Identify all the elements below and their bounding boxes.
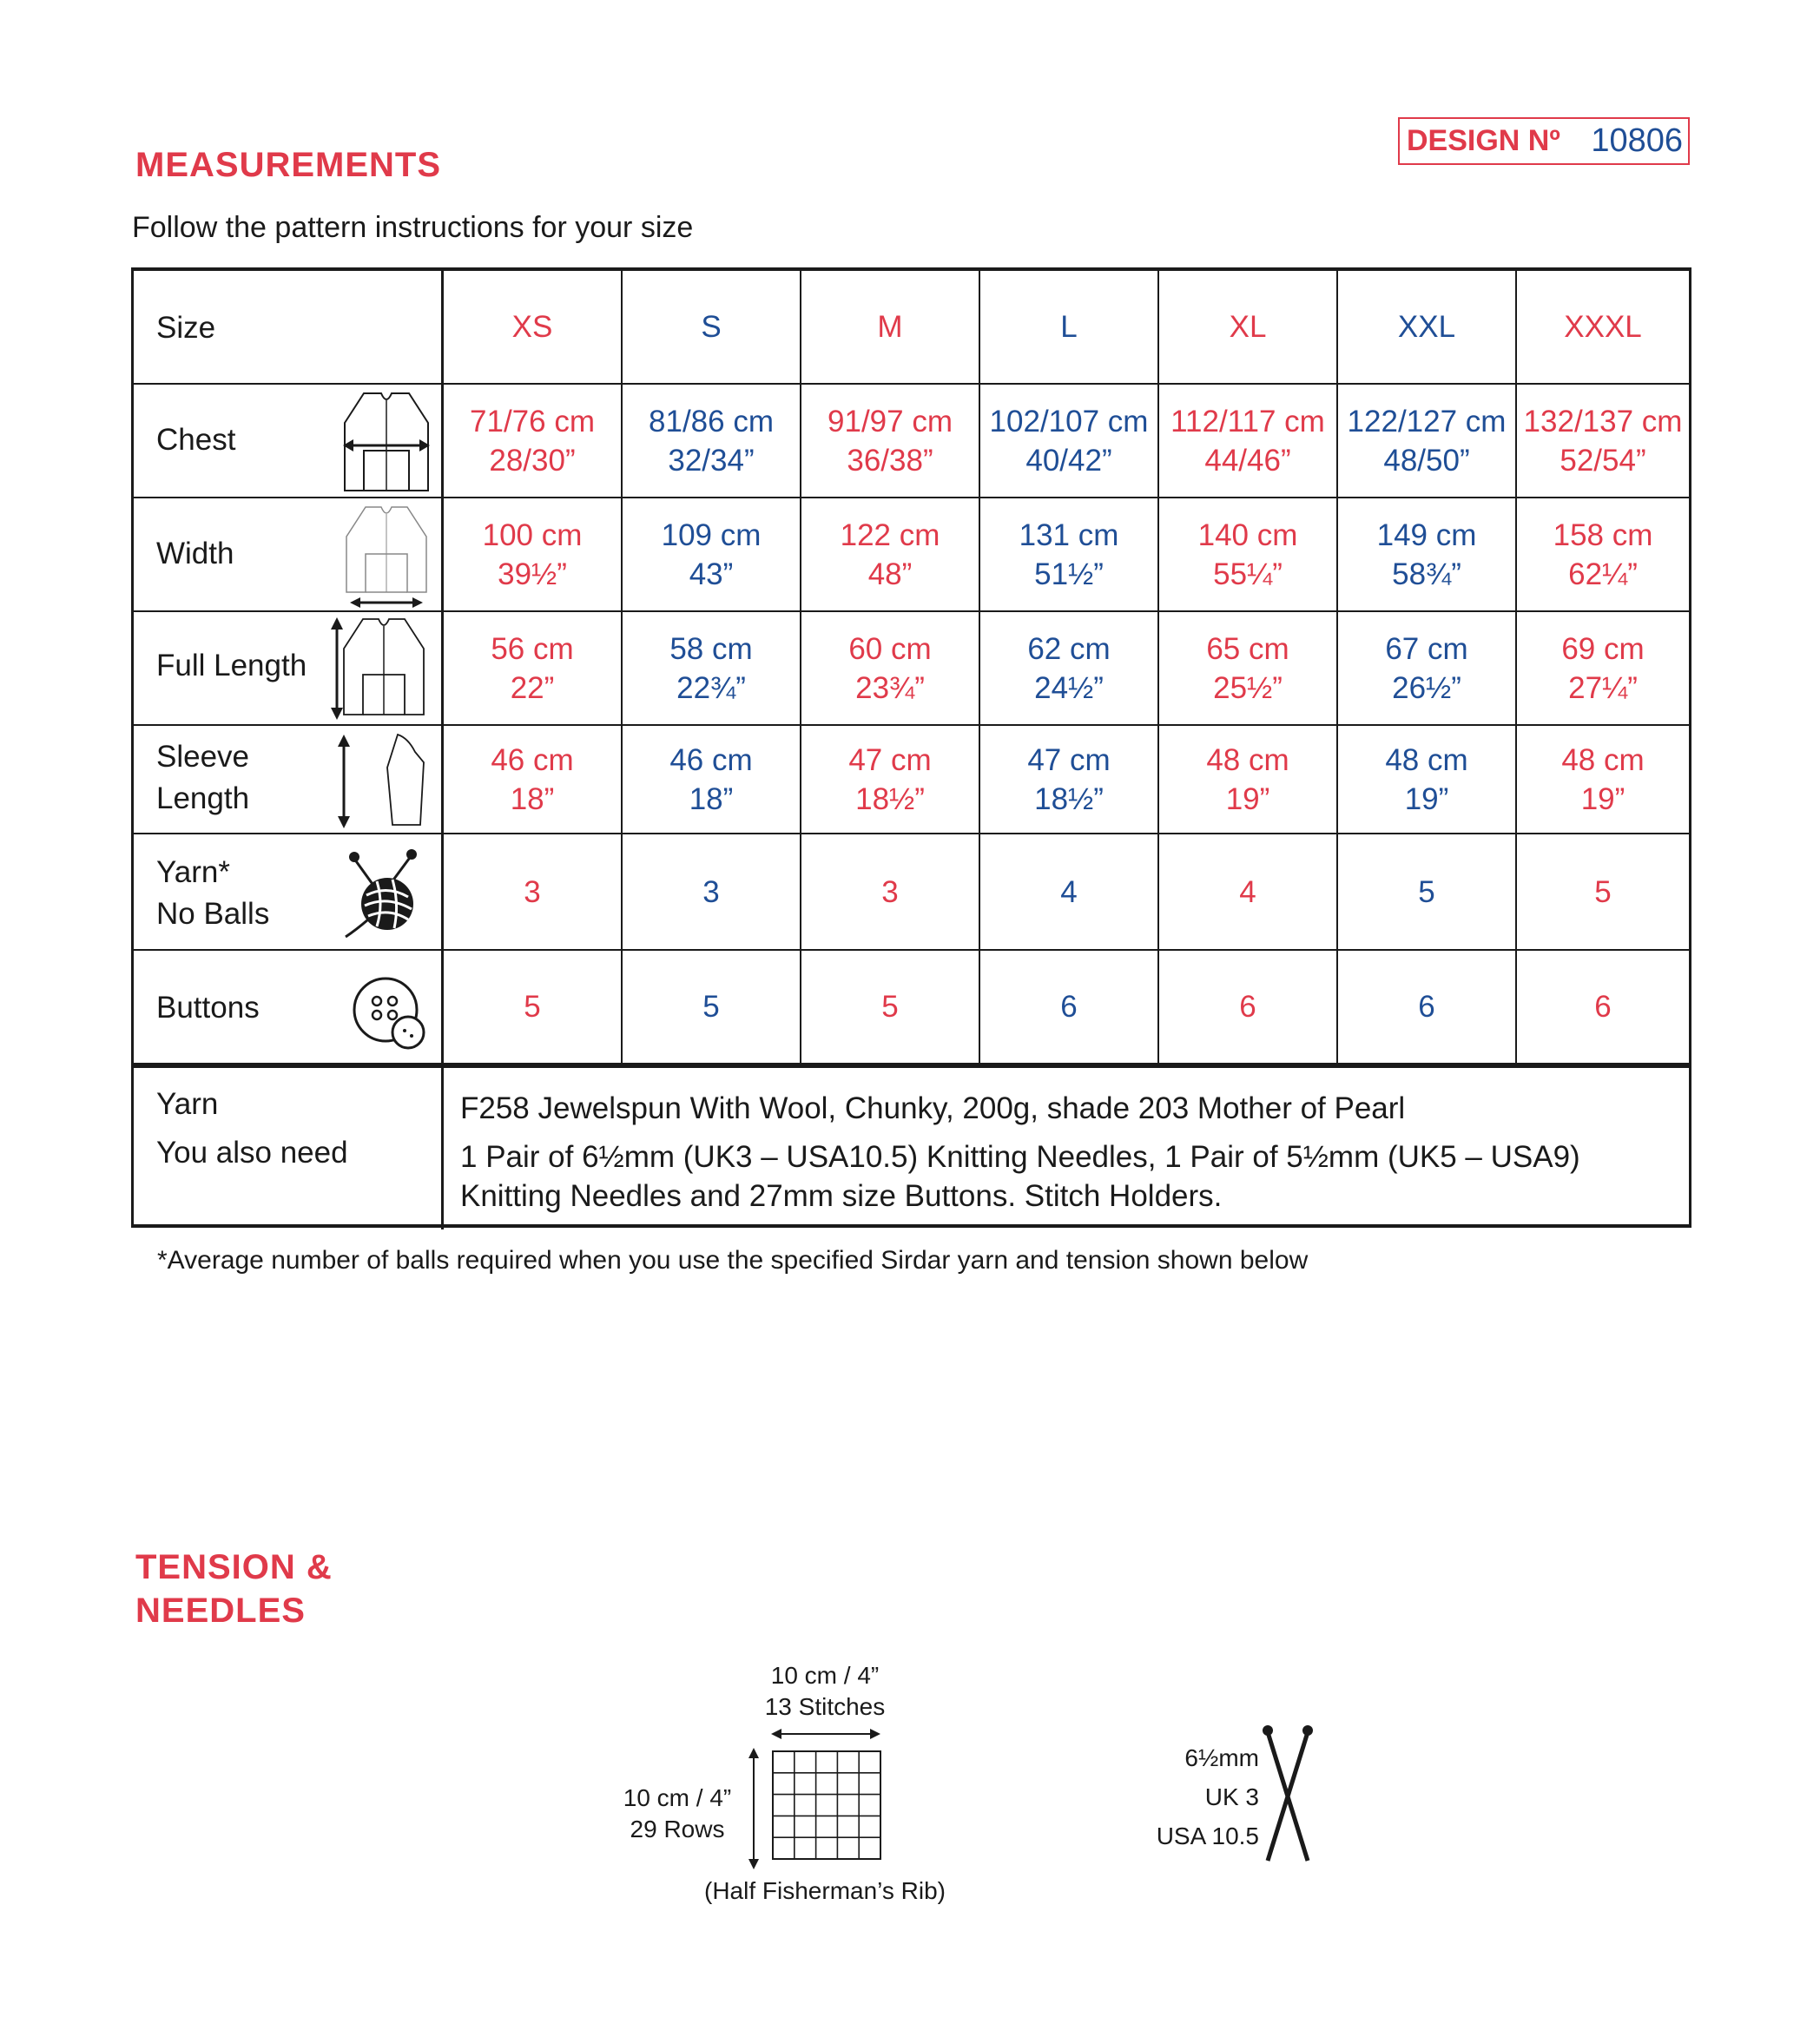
full-length-in-xxl: 26½” <box>1392 670 1461 705</box>
width-cell-l <box>980 498 1159 610</box>
width-in-xxxl: 62¼” <box>1568 557 1638 591</box>
width-in-m: 48” <box>867 557 913 591</box>
label-cell-yarn-balls <box>134 834 444 949</box>
chest-cm-s: 81/86 cm <box>649 404 774 438</box>
size-header-s: S <box>623 271 801 383</box>
sleeve-icon <box>326 729 435 832</box>
table-row-sleeve-length <box>134 726 1689 834</box>
chest-cell-m <box>801 385 980 497</box>
chest-in-xl: 44/46” <box>1204 443 1291 478</box>
yarn-info-label-line2: You also need <box>156 1136 348 1170</box>
chest-cm-m: 91/97 cm <box>828 404 953 438</box>
table-row-size <box>134 271 1689 385</box>
label-cell-size <box>134 271 444 383</box>
label-cell-chest <box>134 385 444 497</box>
width-in-xs: 39½” <box>498 557 567 591</box>
chest-cm-xs: 71/76 cm <box>470 404 595 438</box>
cardigan-length-icon <box>326 614 435 723</box>
full-length-cell-s <box>623 612 801 724</box>
chest-cm-xxl: 122/127 cm <box>1347 404 1507 438</box>
width-cm-xs: 100 cm <box>482 517 583 552</box>
yarn-info-label-line1: Yarn <box>156 1087 219 1121</box>
width-cell-m <box>801 498 980 610</box>
chest-cm-xl: 112/117 cm <box>1170 404 1325 438</box>
buttons-xxxl: 6 <box>1594 990 1612 1024</box>
size-header-l: L <box>980 271 1159 383</box>
buttons-m: 5 <box>801 951 980 1063</box>
width-label: Width <box>156 537 234 570</box>
full-length-cell-xxl <box>1338 612 1517 724</box>
buttons-s: 5 <box>623 951 801 1063</box>
width-cm-xxl: 149 cm <box>1376 517 1477 552</box>
label-cell-width <box>134 498 444 610</box>
full-length-label: Full Length <box>156 649 307 682</box>
yarn-balls-xl: 4 <box>1159 834 1338 949</box>
needle-uk: UK 3 <box>1204 1783 1259 1810</box>
width-cm-s: 109 cm <box>661 517 762 552</box>
chest-cell-s <box>623 385 801 497</box>
chest-in-xxl: 48/50” <box>1383 443 1470 478</box>
sleeve-cm-l: 47 cm <box>1027 742 1111 777</box>
chest-in-m: 36/38” <box>847 443 933 478</box>
full-length-cell-m <box>801 612 980 724</box>
width-in-xl: 55¼” <box>1213 557 1283 591</box>
tension-heading-line1: TENSION & <box>135 1548 333 1586</box>
width-cell-xxl <box>1338 498 1517 610</box>
size-header-xxxl: XXXL <box>1564 310 1642 344</box>
tension-stitch-pattern: (Half Fisherman’s Rib) <box>704 1877 946 1904</box>
chest-cell-xxl <box>1338 385 1517 497</box>
footnote: *Average number of balls required when you use the specified Sirdar yarn and tension shown below <box>157 1246 1309 1275</box>
width-in-xxl: 58¾” <box>1392 557 1461 591</box>
label-cell-yarn-info <box>134 1068 444 1229</box>
table-row-chest <box>134 385 1689 498</box>
sleeve-in-xxl: 19” <box>1404 781 1449 816</box>
table-row-width <box>134 498 1689 612</box>
label-cell-sleeve-length <box>134 726 444 833</box>
sleeve-in-xs: 18” <box>510 781 555 816</box>
tension-swatch-diagram <box>745 1724 893 1871</box>
sleeve-cm-xs: 46 cm <box>491 742 574 777</box>
table-row-yarn-info <box>134 1065 1689 1229</box>
chest-label: Chest <box>156 423 236 457</box>
sleeve-cell-s <box>623 726 801 833</box>
width-cell-xs <box>444 498 623 610</box>
tension-stitches: 13 Stitches <box>764 1693 886 1720</box>
size-header-xs: XS <box>444 271 623 383</box>
size-label: Size <box>156 311 216 345</box>
also-need-line1: 1 Pair of 6½mm (UK3 – USA10.5) Knitting Needles, 1 Pair of 5½mm (UK5 – USA9) <box>460 1140 1580 1174</box>
yarn-balls-m: 3 <box>801 834 980 949</box>
knitting-needles-icon <box>1259 1722 1320 1869</box>
yarn-ball-icon <box>342 847 425 940</box>
sleeve-cell-m <box>801 726 980 833</box>
width-cell-xl <box>1159 498 1338 610</box>
buttons-l: 6 <box>980 951 1159 1063</box>
sleeve-cm-xxxl: 48 cm <box>1561 742 1645 777</box>
full-length-in-m: 23¾” <box>855 670 925 705</box>
label-cell-full-length <box>134 612 444 724</box>
tension-height-measure: 10 cm / 4” <box>623 1784 732 1811</box>
sleeve-in-l: 18½” <box>1034 781 1104 816</box>
full-length-cell-xs <box>444 612 623 724</box>
sleeve-cell-xxl <box>1338 726 1517 833</box>
width-cell-s <box>623 498 801 610</box>
full-length-cm-m: 60 cm <box>848 631 932 666</box>
measurements-heading: MEASUREMENTS <box>135 146 442 184</box>
chest-cm-xxxl: 132/137 cm <box>1523 404 1683 438</box>
tension-heading <box>135 1546 333 1632</box>
chest-cm-l: 102/107 cm <box>989 404 1149 438</box>
sleeve-label-line2: Length <box>156 781 250 815</box>
needle-size: 6½mm <box>1184 1744 1259 1771</box>
yarn-balls-xxl: 5 <box>1338 834 1517 949</box>
buttons-xs: 5 <box>444 951 623 1063</box>
design-number: 10806 <box>1591 122 1683 159</box>
button-icon <box>351 975 429 1053</box>
sleeve-cm-m: 47 cm <box>848 742 932 777</box>
full-length-cm-xs: 56 cm <box>491 631 574 666</box>
also-need-line2: Knitting Needles and 27mm size Buttons. Stitch Holders. <box>460 1179 1223 1213</box>
full-length-cell-xl <box>1159 612 1338 724</box>
chest-in-xxxl: 52/54” <box>1560 443 1646 478</box>
cardigan-width-icon <box>338 502 435 610</box>
design-label: DESIGN Nº <box>1407 124 1560 157</box>
full-length-cm-xl: 65 cm <box>1206 631 1289 666</box>
width-cm-xl: 140 cm <box>1197 517 1298 552</box>
buttons-xl: 6 <box>1159 951 1338 1063</box>
needle-usa: USA 10.5 <box>1156 1823 1259 1849</box>
size-header-xl: XL <box>1159 271 1338 383</box>
sleeve-cell-xxxl <box>1517 726 1689 833</box>
table-row-buttons <box>134 951 1689 1065</box>
tension-rows: 29 Rows <box>630 1816 725 1842</box>
cardigan-chest-icon <box>338 388 435 496</box>
sleeve-cell-xs <box>444 726 623 833</box>
buttons-label: Buttons <box>156 991 260 1025</box>
yarn-balls-label-line1: Yarn* <box>156 855 230 889</box>
design-number-box <box>1398 117 1690 165</box>
buttons-xxl: 6 <box>1338 951 1517 1063</box>
measurements-table <box>131 267 1691 1228</box>
chest-in-l: 40/42” <box>1025 443 1112 478</box>
full-length-cm-l: 62 cm <box>1027 631 1111 666</box>
sleeve-in-xxxl: 19” <box>1580 781 1625 816</box>
chest-cell-xxxl <box>1517 385 1689 497</box>
tension-heading-line2: NEEDLES <box>135 1592 306 1630</box>
size-header-m: M <box>801 271 980 383</box>
chest-cell-xl <box>1159 385 1338 497</box>
full-length-in-l: 24½” <box>1034 670 1104 705</box>
chest-in-xs: 28/30” <box>489 443 576 478</box>
label-cell-buttons <box>134 951 444 1063</box>
width-cell-xxxl <box>1517 498 1689 610</box>
intro-text: Follow the pattern instructions for your size <box>132 211 694 244</box>
chest-cell-xs <box>444 385 623 497</box>
width-in-s: 43” <box>689 557 734 591</box>
full-length-cm-s: 58 cm <box>669 631 753 666</box>
table-row-yarn-balls <box>134 834 1689 951</box>
tension-width-measure: 10 cm / 4” <box>770 1662 880 1689</box>
chest-cell-l <box>980 385 1159 497</box>
sleeve-in-s: 18” <box>689 781 734 816</box>
sleeve-label-line1: Sleeve <box>156 740 250 774</box>
full-length-in-s: 22¾” <box>676 670 746 705</box>
sleeve-cell-xl <box>1159 726 1338 833</box>
chest-in-s: 32/34” <box>668 443 755 478</box>
full-length-in-xs: 22” <box>510 670 555 705</box>
sleeve-cell-l <box>980 726 1159 833</box>
full-length-cm-xxl: 67 cm <box>1385 631 1468 666</box>
full-length-cm-xxxl: 69 cm <box>1561 631 1645 666</box>
sleeve-in-xl: 19” <box>1225 781 1270 816</box>
yarn-balls-xs: 3 <box>444 834 623 949</box>
size-header-xxl: XXL <box>1338 271 1517 383</box>
width-cm-m: 122 cm <box>840 517 940 552</box>
table-row-full-length <box>134 612 1689 726</box>
full-length-cell-xxxl <box>1517 612 1689 724</box>
yarn-balls-l: 4 <box>980 834 1159 949</box>
yarn-balls-xxxl: 5 <box>1594 874 1612 909</box>
sleeve-cm-s: 46 cm <box>669 742 753 777</box>
yarn-balls-s: 3 <box>623 834 801 949</box>
sleeve-cm-xl: 48 cm <box>1206 742 1289 777</box>
yarn-balls-label-line2: No Balls <box>156 897 270 931</box>
width-cm-xxxl: 158 cm <box>1553 517 1653 552</box>
width-in-l: 51½” <box>1034 557 1104 591</box>
full-length-in-xxxl: 27¼” <box>1568 670 1638 705</box>
full-length-cell-l <box>980 612 1159 724</box>
sleeve-cm-xxl: 48 cm <box>1385 742 1468 777</box>
yarn-description: F258 Jewelspun With Wool, Chunky, 200g, shade 203 Mother of Pearl <box>460 1091 1406 1125</box>
sleeve-in-m: 18½” <box>855 781 925 816</box>
width-cm-l: 131 cm <box>1019 517 1119 552</box>
full-length-in-xl: 25½” <box>1213 670 1283 705</box>
